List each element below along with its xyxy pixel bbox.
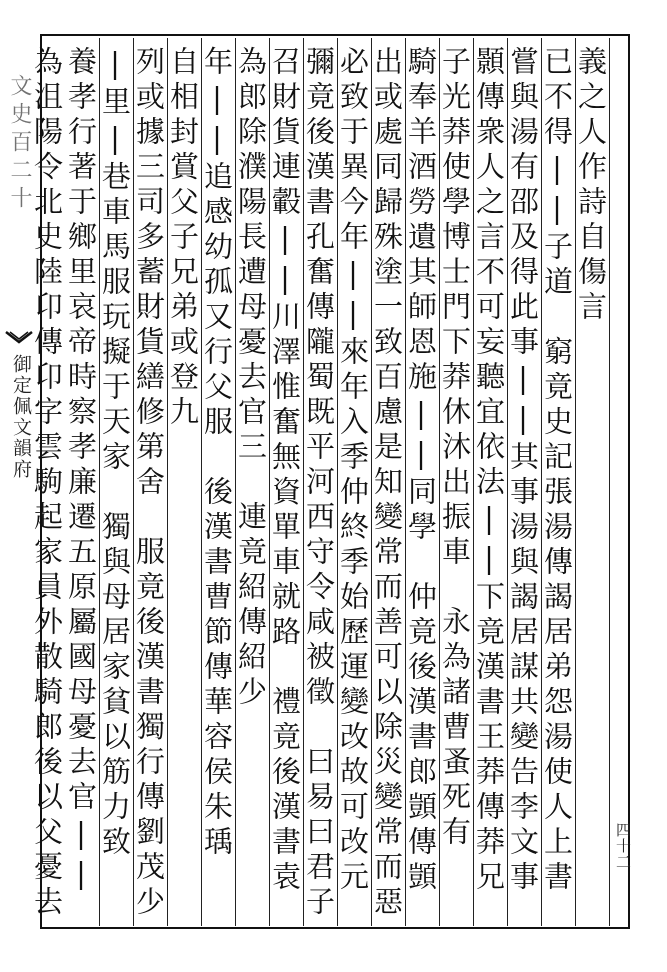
text-column	[198, 38, 236, 926]
page-number: 四十二	[614, 822, 632, 870]
column-text: 年||追感幼孤又行父服 後漢書曹節傳華容侯朱瑀	[200, 46, 234, 861]
text-column	[62, 38, 100, 926]
column-text: 已不得||子道 窮竟史記張湯傳謁居弟怨湯使人上書	[540, 46, 574, 896]
margin-text: 文史百二十	[7, 74, 32, 214]
text-column	[470, 38, 508, 926]
column-text: 為郎除濮陽長遭母憂去官三 連竟紹傳紹少	[234, 46, 268, 711]
text-column	[368, 38, 406, 926]
text-column	[96, 38, 134, 926]
text-column	[538, 38, 576, 926]
column-text: 義之人作詩自傷言	[574, 46, 608, 326]
book-title: 御定佩文韻府	[10, 354, 32, 480]
column-text: |里|巷車馬服玩擬于天家 獨與母居家貧以筋力致	[98, 46, 132, 861]
text-column	[334, 38, 372, 926]
column-text: 自相封賞父子兄弟或登九	[166, 46, 200, 431]
column-text: 必致于異今年||來年入季仲終季始歷運變改故可改元	[336, 46, 370, 896]
column-text: 嘗與湯有邵及得此事||其事湯與謁居謀共變告李文事	[506, 46, 540, 896]
text-column	[266, 38, 304, 926]
column-text: 子光莽使學博士門下莽休沐出振車 永為諸曹蚤死有	[438, 46, 472, 851]
text-column	[504, 38, 542, 926]
column-text: 召財貨連轂||川澤惟奮無資單車就路 禮竟後漢書袁	[268, 46, 302, 896]
text-columns	[30, 38, 610, 926]
text-column	[28, 38, 66, 926]
text-column	[572, 38, 610, 926]
column-text: 出或處同歸殊塗一致百慮是知變常而善可以除災變常而惡	[370, 46, 404, 921]
text-column	[164, 38, 202, 926]
column-text: 顥傳衆人之言不可妄聽宜依法||下竟漢書王莽傳莽兄	[472, 46, 506, 896]
column-text: 列或據三司多蓄財貨繕修第舍 服竟後漢書獨行傳劉茂少	[132, 46, 166, 921]
text-column	[402, 38, 440, 926]
text-column	[232, 38, 270, 926]
text-column	[436, 38, 474, 926]
text-column	[300, 38, 338, 926]
column-text: 彌竟後漢書孔奮傳隴蜀既平河西守令咸被徵 曰易曰君子	[302, 46, 336, 921]
text-column	[130, 38, 168, 926]
column-text: 騎奉羊酒勞遺其師恩施||同學 仲竟後漢書郎顗傳顗	[404, 46, 438, 896]
column-text: 為沮陽令北史陸卬傳卬字雲駒起家員外散騎郎後以父憂去	[30, 46, 64, 921]
column-text: 養孝行著于鄉里哀帝時察孝廉遷五原屬國母憂去官||	[64, 46, 98, 896]
